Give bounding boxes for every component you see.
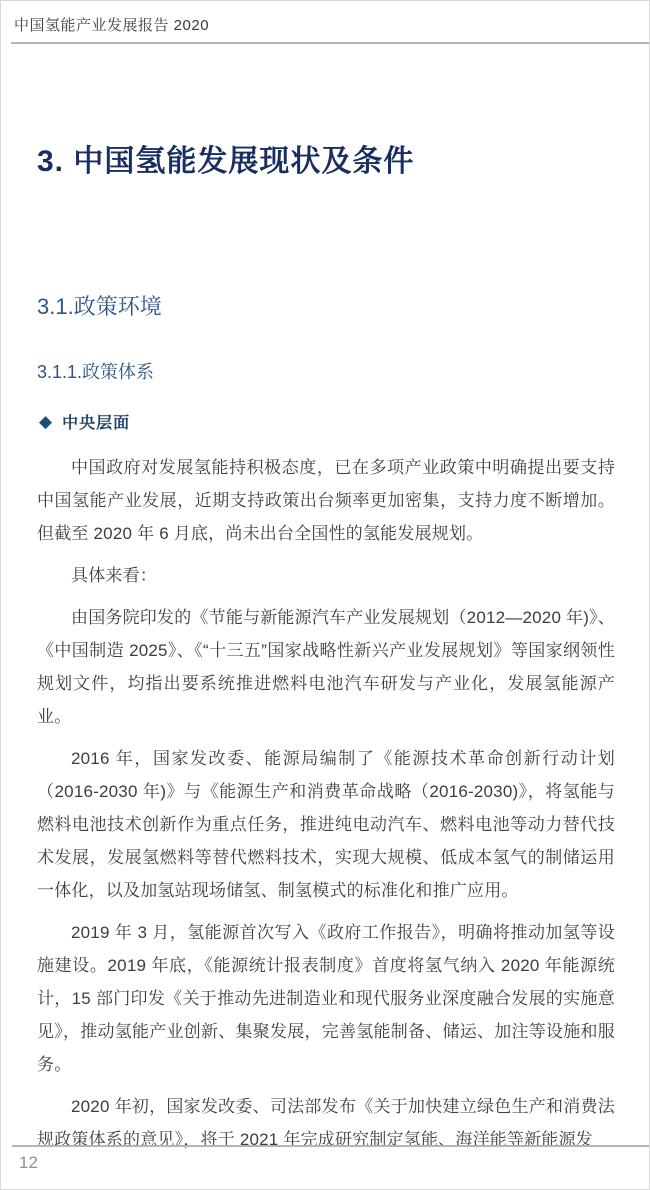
subsection-title: 3.1.1.政策体系 bbox=[37, 362, 155, 383]
paragraph: 2020 年初，国家发改委、司法部发布《关于加快建立绿色生产和消费法规政策体系的意见》，将于 2021 年完成研究制定氢能、海洋能等新能源发 bbox=[37, 1097, 615, 1150]
page-number: 12 bbox=[19, 1153, 38, 1172]
paragraph: 2016 年，国家发改委、能源局编制了《能源技术革命创新行动计划（2016-2030 年)》与《能源生产和消费革命战略（2016-2030)》，将氢能与燃料电池技术创新作为重点任务，推进纯电动汽车、燃料电池等动力替代技术发展，发展氢燃料等替代燃料技术，实现大规模、低成本氢气的制储运用一体化，以及加氢站现场储氢、制氢模式的标准化和推广应用。 bbox=[37, 749, 615, 901]
paragraph: 2019 年 3 月，氢能源首次写入《政府工作报告》，明确将推动加氢等设施建设。2019 年底，《能源统计报表制度》首度将氢气纳入 2020 年能源统计，15 部门印发《关于推动先进制造业和现代服务业深度融合发展的实施意见》，推动氢能产业创新、集聚发展，完善氢能制备、储运、加注等设施和服务。 bbox=[37, 923, 615, 1075]
paragraph: 中国政府对发展氢能持积极态度，已在多项产业政策中明确提出要支持中国氢能产业发展，近期支持政策出台频率更加密集，支持力度不断增加。但截至 2020 年 6 月底，尚未出台全国性的氢能发展规划。 bbox=[37, 458, 615, 544]
report-title: 中国氢能产业发展报告 2020 bbox=[14, 17, 210, 34]
bullet-heading bbox=[39, 410, 615, 433]
paragraph: 由国务院印发的《节能与新能源汽车产业发展规划（2012—2020 年)》、《中国制造 2025》、《“十三五”国家战略性新兴产业发展规划》等国家纲领性规划文件，均指出要系统推进燃料电池汽车研发与产业化，发展氢能源产业。 bbox=[37, 608, 615, 727]
bullet-heading-label: 中央层面 bbox=[62, 415, 131, 433]
body-paragraphs bbox=[37, 451, 615, 1156]
footer-rule bbox=[12, 1145, 649, 1147]
header-rule bbox=[11, 42, 649, 44]
diamond-icon: ◆ bbox=[39, 412, 53, 432]
paragraph: 具体来看： bbox=[71, 566, 157, 586]
chapter-title: 3. 中国氢能发展现状及条件 bbox=[37, 145, 415, 178]
page-footer bbox=[1, 1145, 649, 1189]
page-content bbox=[1, 142, 649, 1156]
running-header bbox=[1, 1, 649, 35]
section-title: 3.1.政策环境 bbox=[37, 293, 162, 319]
